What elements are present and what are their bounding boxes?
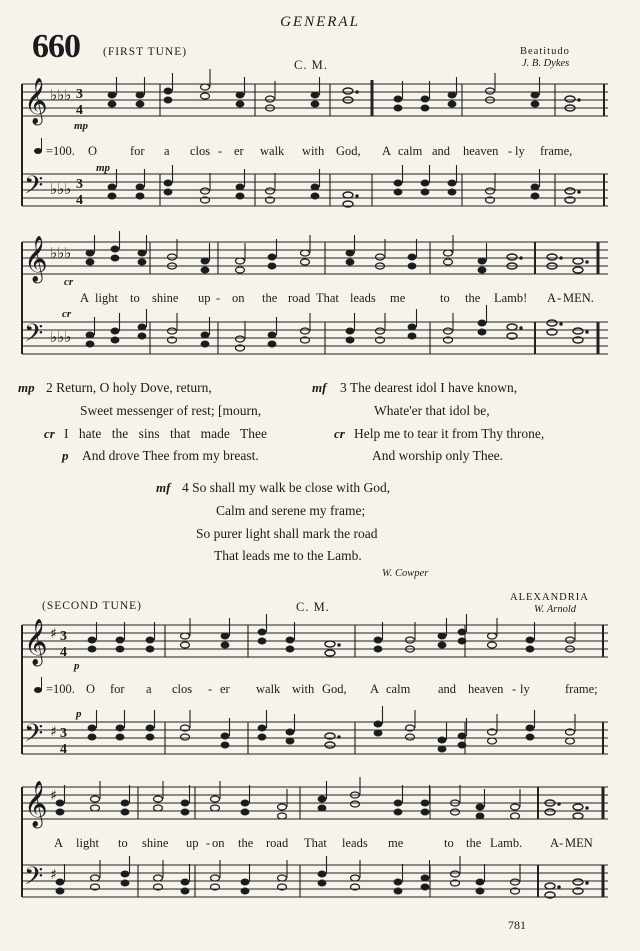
bass-clef: 𝄢 [24, 319, 44, 354]
notes-treble-1 [108, 69, 580, 111]
verse-line: And worship only Thee. [372, 448, 503, 463]
first-tune-label: (FIRST TUNE) [103, 46, 188, 58]
verse-line: Calm and serene my frame; [216, 503, 366, 518]
second-tune-composer: W. Arnold [534, 604, 577, 615]
verse-dynamic: mf [312, 380, 327, 395]
tempo-note-icon [34, 687, 42, 693]
treble-clef: 𝄞 [24, 781, 48, 827]
key-signature-sharp: ♯ [50, 724, 57, 740]
time-signature: 4 [60, 742, 67, 757]
barlines [165, 625, 603, 754]
bass-clef: 𝄢 [24, 719, 44, 754]
dynamic-cresc: cr [62, 308, 72, 320]
key-signature-sharp: ♯ [50, 626, 57, 642]
verse-line: Help me to tear it from Thy throne, [354, 426, 545, 441]
verse-line: I hate the sins that made Thee [64, 426, 267, 441]
key-signature-sharp: ♯ [50, 788, 57, 804]
verse-dynamic: cr [44, 426, 55, 441]
tempo-marking: =100. [46, 682, 75, 696]
second-tune-name: ALEXANDRIA [510, 592, 589, 603]
bass-clef: 𝄢 [24, 171, 44, 206]
verse-line: That leads me to the Lamb. [214, 548, 362, 563]
verse-line: 2 Return, O holy Dove, return, [46, 380, 212, 395]
tempo-note-icon [34, 148, 42, 154]
notes-treble-3 [88, 614, 575, 656]
time-signature: 4 [76, 193, 83, 208]
key-signature-flats: ♭♭♭ [50, 180, 72, 198]
tempo-marking: =100. [46, 144, 75, 158]
verse-dynamic: mf [156, 480, 171, 495]
verse-line: 4 So shall my walk be close with God, [182, 480, 391, 495]
dynamic-p: p [74, 660, 80, 672]
key-signature-flats: ♭♭♭ [50, 328, 72, 346]
staff [22, 84, 608, 116]
notes-bass-4 [56, 856, 588, 898]
verse-line: Sweet messenger of rest; [mourn, [80, 403, 262, 418]
hymn-author: W. Cowper [382, 568, 429, 579]
section-header: GENERAL [280, 14, 360, 30]
time-signature: 4 [76, 103, 83, 118]
second-tune-label: (SECOND TUNE) [42, 600, 142, 612]
time-signature: 3 [76, 87, 83, 102]
first-tune-name: Beatitudo [520, 46, 570, 57]
hymn-number: 660 [32, 28, 80, 65]
time-signature: 3 [60, 726, 67, 741]
treble-clef: 𝄞 [24, 619, 48, 665]
dynamic-mp: mp [96, 162, 111, 174]
verse-dynamic: cr [334, 426, 345, 441]
notes-bass-3 [88, 706, 575, 752]
key-signature-flats: ♭♭♭ [50, 86, 72, 104]
staff [22, 625, 608, 657]
dynamic-cresc: cr [64, 276, 74, 288]
second-tune-meter: C. M. [296, 600, 330, 614]
time-signature: 4 [60, 645, 67, 660]
verse-line: Whate'er that idol be, [374, 403, 490, 418]
verse-line: So purer light shall mark the road [196, 526, 378, 541]
first-tune-meter: C. M. [294, 58, 328, 72]
dynamic-mp: mp [74, 120, 89, 132]
treble-clef: 𝄞 [24, 78, 48, 124]
verse-line: And drove Thee from my breast. [82, 448, 259, 463]
treble-clef: 𝄞 [24, 236, 48, 282]
page-number: 781 [508, 918, 526, 932]
key-signature-sharp: ♯ [50, 867, 57, 883]
first-tune-composer: J. B. Dykes [522, 58, 570, 69]
notes-treble-4 [56, 777, 588, 819]
notes-bass-1 [108, 165, 580, 207]
time-signature: 3 [76, 177, 83, 192]
notes-bass-2 [86, 305, 588, 351]
key-signature-flats: ♭♭♭ [50, 244, 72, 262]
staff [22, 722, 608, 754]
verse-dynamic: mp [18, 380, 35, 395]
dynamic-p: p [76, 708, 82, 720]
verse-line: 3 The dearest idol I have known, [340, 380, 518, 395]
time-signature: 3 [60, 629, 67, 644]
notes-treble-2 [86, 231, 588, 273]
bass-clef: 𝄢 [24, 862, 44, 897]
verse-dynamic: p [62, 448, 69, 463]
